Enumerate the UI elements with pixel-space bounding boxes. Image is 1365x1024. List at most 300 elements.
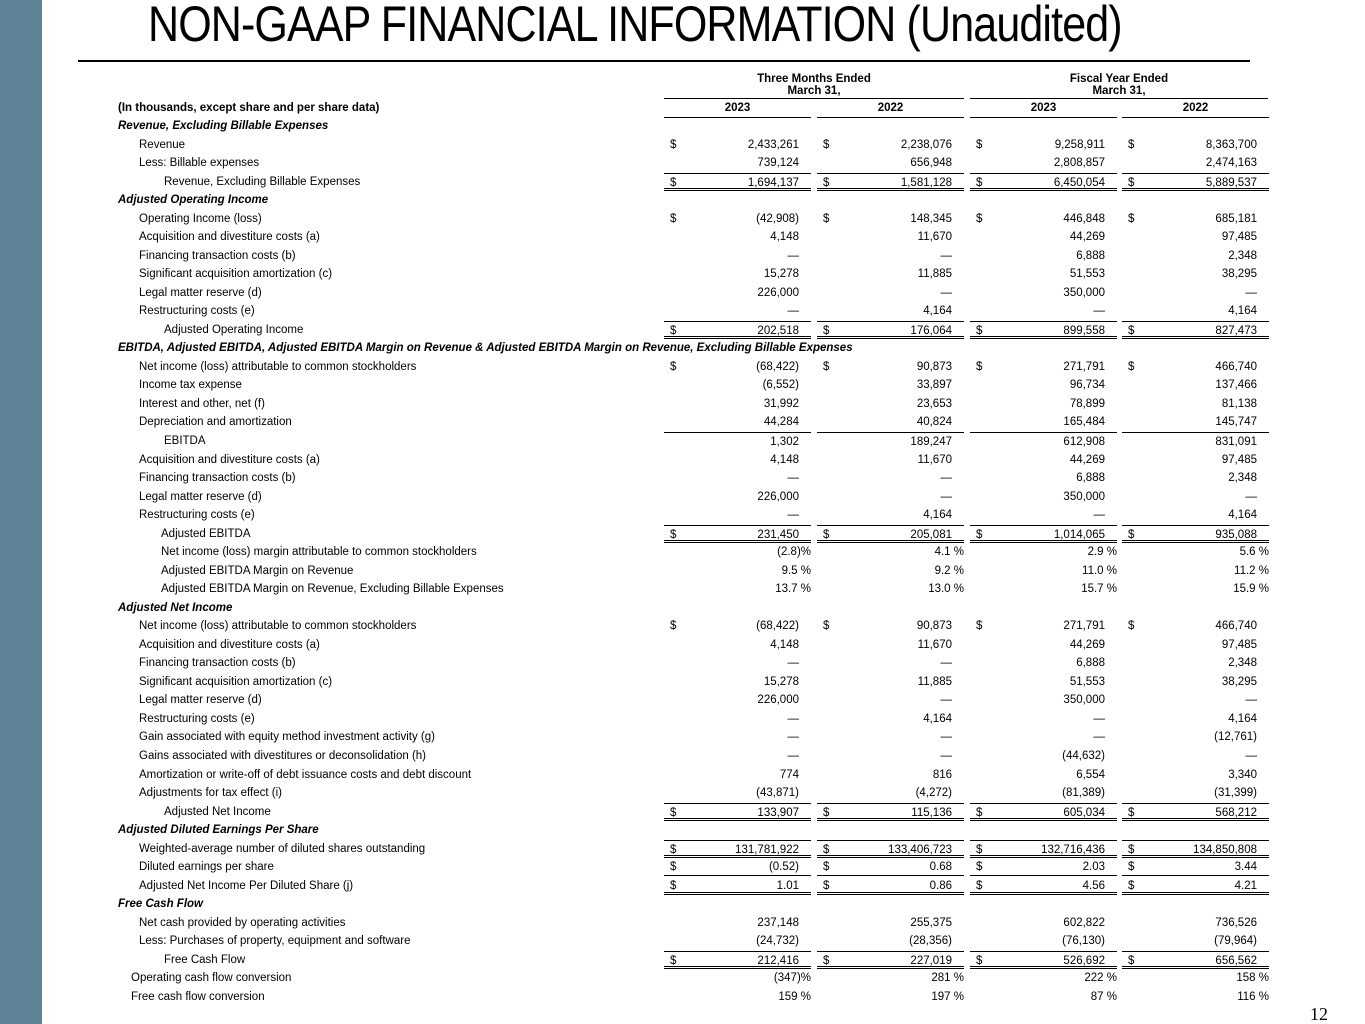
currency-symbol: $	[1128, 879, 1135, 892]
currency-symbol: $	[670, 528, 677, 541]
row-label: Weighted-average number of diluted shares outstanding	[139, 842, 426, 855]
title-underline	[78, 60, 1250, 62]
cell-value: 97,485	[1221, 453, 1257, 466]
header-fiscal-year: Fiscal Year Ended March 31,	[1069, 73, 1169, 97]
value-cell	[664, 265, 811, 283]
value-cell	[817, 840, 964, 858]
cell-value: 271,791	[1063, 360, 1105, 373]
value-cell	[664, 432, 811, 450]
cell-value: 605,034	[1063, 806, 1105, 819]
table-row	[0, 228, 1365, 246]
value-cell	[664, 210, 811, 228]
cell-value: 13.0 %	[928, 583, 964, 596]
table-row	[0, 136, 1365, 154]
cell-value: 2,348	[1228, 657, 1257, 670]
cell-value: 899,558	[1063, 324, 1105, 337]
table-row	[0, 747, 1365, 765]
cell-value: 134,850,808	[1193, 843, 1257, 856]
cell-value: 13.7 %	[775, 583, 811, 596]
currency-symbol: $	[976, 620, 983, 633]
cell-value: —	[787, 509, 799, 522]
currency-symbol: $	[823, 324, 830, 337]
row-label: Financing transaction costs (b)	[139, 657, 296, 670]
value-cell	[817, 451, 964, 469]
header-rule-fiscal-year	[970, 98, 1268, 99]
cell-value: 158 %	[1236, 972, 1269, 985]
table-row	[0, 395, 1365, 413]
value-cell	[817, 488, 964, 506]
currency-symbol: $	[1128, 360, 1135, 373]
cell-value: (31,399)	[1214, 787, 1257, 800]
row-label: Adjusted EBITDA	[161, 527, 251, 540]
table-row	[0, 562, 1365, 580]
table-row	[0, 525, 1365, 543]
cell-value: 350,000	[1063, 286, 1105, 299]
cell-value: —	[940, 472, 952, 485]
cell-value: 15,278	[763, 675, 799, 688]
cell-value: 132,716,436	[1041, 843, 1105, 856]
cell-value: —	[940, 750, 952, 763]
value-cell	[1122, 284, 1269, 302]
value-cell	[817, 469, 964, 487]
value-cell	[970, 784, 1117, 802]
value-cell	[1122, 784, 1269, 802]
currency-symbol: $	[670, 954, 677, 967]
cell-value: 4,164	[1228, 509, 1257, 522]
value-cell	[817, 173, 964, 191]
cell-value: —	[787, 305, 799, 318]
cell-value: 231,450	[757, 528, 799, 541]
value-cell	[970, 136, 1117, 154]
value-cell	[970, 858, 1117, 876]
cell-value: 568,212	[1215, 806, 1257, 819]
currency-symbol: $	[670, 176, 677, 189]
cell-value: 4,148	[770, 638, 799, 651]
row-label: Adjusted EBITDA Margin on Revenue	[161, 564, 354, 577]
currency-symbol: $	[823, 879, 830, 892]
table-row	[0, 617, 1365, 635]
value-cell	[817, 302, 964, 320]
section-header-row	[0, 191, 1365, 209]
cell-value: 9.2 %	[934, 564, 964, 577]
value-cell	[817, 951, 964, 969]
value-cell	[970, 728, 1117, 746]
value-cell	[970, 562, 1117, 580]
value-cell	[664, 302, 811, 320]
cell-value: 6,888	[1076, 249, 1105, 262]
value-cell	[664, 580, 811, 598]
cell-value: 2.03	[1082, 861, 1105, 874]
cell-value: 148,345	[910, 212, 952, 225]
value-cell	[664, 469, 811, 487]
cell-value: 6,450,054	[1053, 176, 1105, 189]
cell-value: 11,885	[917, 268, 952, 281]
cell-value: (44,632)	[1062, 750, 1105, 763]
table-row	[0, 451, 1365, 469]
value-cell	[664, 877, 811, 895]
cell-value: 281 %	[931, 972, 964, 985]
value-cell	[970, 580, 1117, 598]
cell-value: —	[1245, 750, 1257, 763]
cell-value: (12,761)	[1214, 731, 1257, 744]
table-row	[0, 302, 1365, 320]
cell-value: 2,348	[1228, 472, 1257, 485]
cell-value: 656,948	[910, 157, 952, 170]
row-label: Adjusted Net Income Per Diluted Share (j)	[139, 879, 354, 892]
value-cell	[817, 932, 964, 950]
value-cell	[970, 395, 1117, 413]
cell-value: 23,653	[916, 397, 952, 410]
section-header-row	[0, 339, 1365, 357]
table-row	[0, 654, 1365, 672]
table-row	[0, 673, 1365, 691]
value-cell	[817, 691, 964, 709]
table-row	[0, 840, 1365, 858]
value-cell	[1122, 488, 1269, 506]
cell-value: 685,181	[1215, 212, 1257, 225]
row-label: Restructuring costs (e)	[139, 305, 255, 318]
value-cell	[664, 247, 811, 265]
currency-symbol: $	[823, 843, 830, 856]
row-label: Adjustments for tax effect (i)	[139, 787, 282, 800]
cell-value: —	[787, 750, 799, 763]
value-cell	[1122, 376, 1269, 394]
value-cell	[1122, 877, 1269, 895]
cell-value: 226,000	[757, 694, 799, 707]
cell-value: 197 %	[931, 990, 964, 1003]
row-label: Operating Income (loss)	[139, 212, 262, 225]
value-cell	[817, 136, 964, 154]
cell-value: 133,907	[757, 806, 799, 819]
row-label: Net income (loss) attributable to common stockholders	[139, 620, 417, 633]
cell-value: 176,064	[910, 324, 952, 337]
row-label: Revenue	[139, 138, 186, 151]
cell-value: 2,238,076	[900, 138, 952, 151]
cell-value: 87 %	[1090, 990, 1117, 1003]
table-row	[0, 488, 1365, 506]
value-cell	[817, 525, 964, 543]
cell-value: 133,406,723	[888, 843, 952, 856]
cell-value: (6,552)	[762, 379, 799, 392]
table-row	[0, 321, 1365, 339]
table-row	[0, 951, 1365, 969]
row-label: Restructuring costs (e)	[139, 712, 255, 725]
cell-value: 526,692	[1063, 954, 1105, 967]
value-cell	[1122, 265, 1269, 283]
value-cell	[817, 988, 964, 1006]
cell-value: 96,734	[1069, 379, 1105, 392]
value-cell	[664, 376, 811, 394]
table-row	[0, 784, 1365, 802]
value-cell	[970, 488, 1117, 506]
value-cell	[970, 747, 1117, 765]
page-number: 12	[1310, 1004, 1328, 1024]
value-cell	[1122, 358, 1269, 376]
currency-symbol: $	[670, 806, 677, 819]
currency-symbol: $	[1128, 843, 1135, 856]
cell-value: (0.52)	[768, 861, 799, 874]
row-label: Net cash provided by operating activities	[139, 916, 346, 929]
cell-value: 5.6 %	[1239, 546, 1269, 559]
table-row	[0, 766, 1365, 784]
value-cell	[1122, 247, 1269, 265]
cell-value: 15.9 %	[1233, 583, 1269, 596]
cell-value: 2,348	[1228, 249, 1257, 262]
table-row	[0, 469, 1365, 487]
cell-value: 656,562	[1215, 954, 1257, 967]
value-cell	[970, 376, 1117, 394]
table-row	[0, 691, 1365, 709]
cell-value: 237,148	[757, 916, 799, 929]
currency-symbol: $	[976, 212, 983, 225]
value-cell	[817, 376, 964, 394]
cell-value: 44,269	[1069, 638, 1105, 651]
cell-value: 212,416	[757, 954, 799, 967]
cell-value: (347)%	[773, 972, 811, 985]
cell-value: —	[940, 731, 952, 744]
cell-value: 189,247	[910, 436, 952, 448]
cell-value: 0.68	[929, 861, 952, 874]
row-label: Financing transaction costs (b)	[139, 249, 296, 262]
cell-value: 271,791	[1063, 620, 1105, 633]
section-header-row	[0, 895, 1365, 913]
value-cell	[817, 728, 964, 746]
cell-value: 0.86	[929, 879, 952, 892]
table-row	[0, 710, 1365, 728]
value-cell	[664, 358, 811, 376]
value-cell	[817, 877, 964, 895]
value-cell	[664, 969, 811, 987]
value-cell	[664, 691, 811, 709]
currency-symbol: $	[1128, 620, 1135, 633]
cell-value: 51,553	[1069, 268, 1105, 281]
cell-value: 9.5 %	[781, 564, 811, 577]
cell-value: 4.56	[1082, 879, 1105, 892]
cell-value: 774	[779, 768, 799, 781]
value-cell	[664, 803, 811, 821]
cell-value: 97,485	[1221, 231, 1257, 244]
section-title: Revenue, Excluding Billable Expenses	[118, 120, 329, 132]
value-cell	[664, 154, 811, 172]
cell-value: 4,164	[923, 305, 952, 318]
row-label: Acquisition and divestiture costs (a)	[139, 453, 320, 466]
value-cell	[1122, 840, 1269, 858]
value-cell	[1122, 728, 1269, 746]
row-label: Gains associated with divestitures or deconsolidation (h)	[139, 750, 427, 763]
value-cell	[664, 543, 811, 561]
value-cell	[664, 747, 811, 765]
row-label: Adjusted EBITDA Margin on Revenue, Excluding Billable Expenses	[161, 583, 504, 596]
cell-value: (79,964)	[1214, 935, 1257, 948]
row-label: Amortization or write-off of debt issuance costs and debt discount	[139, 768, 472, 781]
cell-value: 3.44	[1234, 861, 1257, 874]
value-cell	[817, 228, 964, 246]
value-cell	[664, 728, 811, 746]
cell-value: 90,873	[916, 360, 952, 373]
cell-value: 816	[932, 768, 952, 781]
cell-value: 350,000	[1063, 694, 1105, 707]
cell-value: (68,422)	[756, 360, 799, 373]
table-row	[0, 636, 1365, 654]
row-label: Diluted earnings per share	[139, 861, 274, 874]
table-row	[0, 988, 1365, 1006]
value-cell	[664, 840, 811, 858]
value-cell	[817, 358, 964, 376]
table-row	[0, 284, 1365, 302]
section-title: Free Cash Flow	[118, 898, 203, 911]
cell-value: 2,433,261	[747, 138, 799, 151]
table-row	[0, 210, 1365, 228]
table-row	[0, 932, 1365, 950]
value-cell	[970, 840, 1117, 858]
table-row	[0, 858, 1365, 876]
cell-value: 222 %	[1084, 972, 1117, 985]
cell-value: 81,138	[1221, 397, 1257, 410]
year-header: 2022	[877, 102, 904, 114]
value-cell	[1122, 173, 1269, 191]
currency-symbol: $	[670, 620, 677, 633]
value-cell	[817, 673, 964, 691]
row-label: Free Cash Flow	[164, 953, 246, 966]
cell-value: —	[787, 249, 799, 262]
currency-symbol: $	[670, 843, 677, 856]
currency-symbol: $	[976, 954, 983, 967]
value-cell	[817, 395, 964, 413]
row-label: Free cash flow conversion	[131, 990, 265, 1003]
value-cell	[970, 432, 1117, 450]
value-cell	[1122, 413, 1269, 431]
currency-symbol: $	[1128, 138, 1135, 151]
cell-value: (43,871)	[756, 787, 799, 800]
section-title: EBITDA, Adjusted EBITDA, Adjusted EBITDA Margin on Revenue & Adjusted EBITDA Margin on Revenue, Excluding Billable Expenses	[118, 342, 853, 355]
currency-symbol: $	[670, 212, 677, 225]
cell-value: 205,081	[910, 528, 952, 541]
cell-value: (24,732)	[756, 935, 799, 948]
cell-value: 15.7 %	[1081, 583, 1117, 596]
value-cell	[664, 451, 811, 469]
value-cell	[664, 228, 811, 246]
value-cell	[1122, 914, 1269, 932]
value-cell	[970, 210, 1117, 228]
value-cell	[817, 710, 964, 728]
value-cell	[817, 617, 964, 635]
cell-value: 2.9 %	[1087, 546, 1117, 559]
cell-value: 44,269	[1069, 231, 1105, 244]
cell-value: (68,422)	[756, 620, 799, 633]
cell-value: —	[1093, 509, 1105, 522]
value-cell	[1122, 543, 1269, 561]
cell-value: 40,824	[916, 416, 952, 429]
value-cell	[664, 673, 811, 691]
value-cell	[1122, 766, 1269, 784]
value-cell	[664, 951, 811, 969]
year-header: 2023	[724, 102, 751, 114]
row-label: Acquisition and divestiture costs (a)	[139, 231, 320, 244]
value-cell	[664, 654, 811, 672]
value-cell	[817, 636, 964, 654]
value-cell	[970, 932, 1117, 950]
value-cell	[817, 580, 964, 598]
row-label: Less: Purchases of property, equipment and software	[139, 935, 411, 948]
cell-value: 736,526	[1215, 916, 1257, 929]
value-cell	[1122, 951, 1269, 969]
cell-value: 6,888	[1076, 472, 1105, 485]
table-row	[0, 543, 1365, 561]
currency-symbol: $	[976, 528, 983, 541]
value-cell	[664, 858, 811, 876]
value-cell	[970, 506, 1117, 524]
currency-symbol: $	[1128, 806, 1135, 819]
cell-value: 9,258,911	[1054, 138, 1105, 151]
value-cell	[817, 284, 964, 302]
value-cell	[664, 914, 811, 932]
value-cell	[664, 988, 811, 1006]
cell-value: 31,992	[763, 397, 799, 410]
currency-symbol: $	[976, 176, 983, 189]
value-cell	[817, 413, 964, 431]
currency-symbol: $	[976, 324, 983, 337]
value-cell	[1122, 673, 1269, 691]
cell-value: —	[940, 694, 952, 707]
value-cell	[664, 932, 811, 950]
value-cell	[664, 562, 811, 580]
cell-value: 11,885	[917, 675, 952, 688]
cell-value: (2.8)%	[777, 546, 811, 559]
value-cell	[817, 506, 964, 524]
currency-symbol: $	[823, 212, 830, 225]
cell-value: 15,278	[763, 268, 799, 281]
currency-symbol: $	[1128, 861, 1135, 874]
currency-symbol: $	[976, 879, 983, 892]
cell-value: 8,363,700	[1205, 138, 1257, 151]
value-cell	[664, 488, 811, 506]
table-row	[0, 969, 1365, 987]
value-cell	[970, 969, 1117, 987]
cell-value: 2,808,857	[1053, 157, 1105, 170]
table-row	[0, 358, 1365, 376]
row-label: Net income (loss) attributable to common stockholders	[139, 360, 417, 373]
cell-value: —	[787, 712, 799, 725]
value-cell	[1122, 617, 1269, 635]
table-row	[0, 803, 1365, 821]
cell-value: (81,389)	[1062, 787, 1105, 800]
value-cell	[664, 766, 811, 784]
cell-value: —	[940, 249, 952, 262]
cell-value: 2,474,163	[1205, 157, 1257, 170]
cell-value: 4,164	[923, 509, 952, 522]
cell-value: 4,164	[1228, 712, 1257, 725]
section-title: Adjusted Operating Income	[118, 194, 269, 207]
cell-value: 44,269	[1069, 453, 1105, 466]
value-cell	[664, 636, 811, 654]
currency-symbol: $	[823, 806, 830, 819]
value-cell	[1122, 580, 1269, 598]
cell-value: (4,272)	[915, 787, 952, 800]
row-label: Gain associated with equity method investment activity (g)	[139, 731, 435, 744]
currency-symbol: $	[670, 879, 677, 892]
value-cell	[664, 284, 811, 302]
value-cell	[817, 766, 964, 784]
row-label: Depreciation and amortization	[139, 416, 292, 429]
value-cell	[1122, 803, 1269, 821]
value-cell	[970, 654, 1117, 672]
section-header-row	[0, 821, 1365, 839]
value-cell	[1122, 525, 1269, 543]
cell-value: (28,356)	[909, 935, 952, 948]
currency-symbol: $	[823, 954, 830, 967]
cell-value: —	[1245, 694, 1257, 707]
value-cell	[817, 803, 964, 821]
